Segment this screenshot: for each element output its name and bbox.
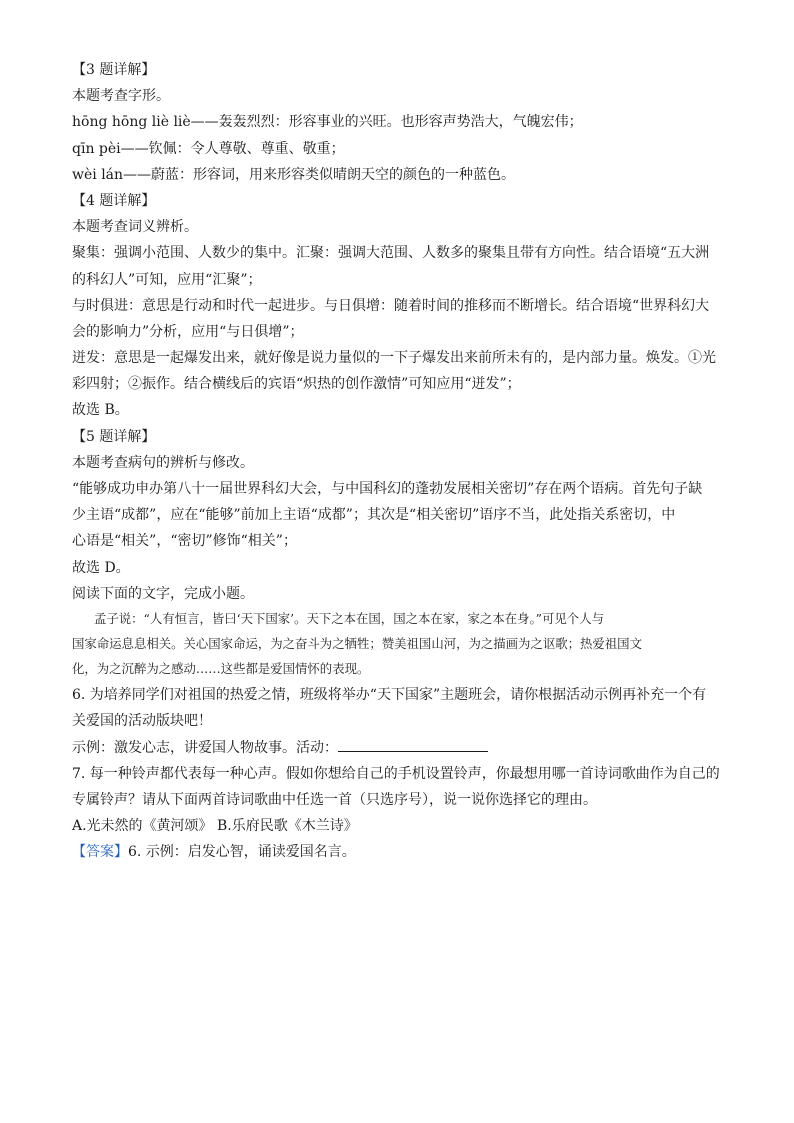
answer-tag: 【答案】 [72,844,128,861]
q4-intro: 本题考查词义辨析。 [72,219,198,236]
answer-blank[interactable] [338,739,488,752]
q4-item-b-line2: 会的影响力”分析，应用“与日俱增”； [72,323,304,340]
answer-row [72,844,724,861]
q4-item-a-line2: 的科幻人”可知，应用“汇聚”； [72,271,262,288]
q6-prompt-line2: 关爱国的活动版块吧！ [72,713,212,730]
q3-item-a: hōng hōng liè liè——轰轰烈烈：形容事业的兴旺。也形容声势浩大，气魄宏伟； [72,114,583,131]
passage-line3: 化，为之沉醉为之感动……这些都是爱国情怀的表现。 [72,660,370,676]
q6-prompt-line1: 6. 为培养同学们对祖国的热爱之情，班级将举办“天下国家”主题班会，请你根据活动示例再补充一个有 [72,686,707,703]
document-page [72,62,724,870]
answer-text: 6. 示例：启发心智，诵读爱国名言。 [128,844,356,861]
q3-heading: 【3 题详解】 [72,62,156,78]
q3-item-b: qīn pèi——钦佩：令人尊敬、尊重、敬重； [72,140,345,157]
q4-item-b-line1: 与时俱进：意思是行动和时代一起进步。与日俱增：随着时间的推移而不断增长。结合语境“世界科幻大 [72,297,710,314]
reading-instruction: 阅读下面的文字，完成小题。 [72,585,254,602]
q5-heading: 【5 题详解】 [72,428,156,445]
q7-prompt-line1: 7. 每一种铃声都代表每一种心声。假如你想给自己的手机设置铃声，你最想用哪一首诗词歌曲作为自己的 [72,765,720,782]
q3-intro: 本题考查字形。 [72,88,170,105]
passage-line2: 国家命运息息相关。关心国家命运，为之奋斗为之牺牲；赞美祖国山河，为之描画为之讴歌；热爱祖国文 [72,635,642,651]
q7-prompt-line2: 专属铃声？请从下面两首诗词歌曲中任选一首（只选序号），说一说你选择它的理由。 [72,791,597,808]
q5-analysis-line3: 心语是“相关”，“密切”修饰“相关”； [72,533,297,550]
q4-answer: 故选 B。 [72,402,129,419]
q6-example-row [72,739,724,756]
q4-item-c-line1: 迸发：意思是一起爆发出来，就好像是说力量似的一下子爆发出来前所未有的，是内部力量。焕发。①光 [72,350,716,367]
passage-line1: 孟子说：“人有恒言，皆曰‘天下国家’。天下之本在国，国之本在家，家之本在身。”可见个人与 [94,610,604,626]
q5-intro: 本题考查病句的辨析与修改。 [72,454,254,471]
q4-heading: 【4 题详解】 [72,192,156,209]
q4-item-a-line1: 聚集：强调小范围、人数少的集中。汇聚：强调大范围、人数多的聚集且带有方向性。结合语境“五大洲 [72,245,710,262]
q7-options: A.光未然的《黄河颂》 B.乐府民歌《木兰诗》 [72,817,358,834]
q4-item-c-line2: 彩四射；②振作。结合横线后的宾语“炽热的创作激情”可知应用“迸发”； [72,376,521,393]
q3-item-c: wèi lán——蔚蓝：形容词，用来形容类似晴朗天空的颜色的一种蓝色。 [72,166,516,183]
q6-example: 示例：激发心志，讲爱国人物故事。活动： [72,740,338,757]
q5-analysis-line1: “能够成功申办第八十一届世界科幻大会，与中国科幻的蓬勃发展相关密切”存在两个语病。首先句子缺 [72,481,703,497]
q5-answer: 故选 D。 [72,559,130,576]
q5-analysis-line2: 少主语“成都”，应在“能够”前加上主语“成都”；其次是“相关密切”语序不当，此处指关系密切，中 [72,507,676,524]
